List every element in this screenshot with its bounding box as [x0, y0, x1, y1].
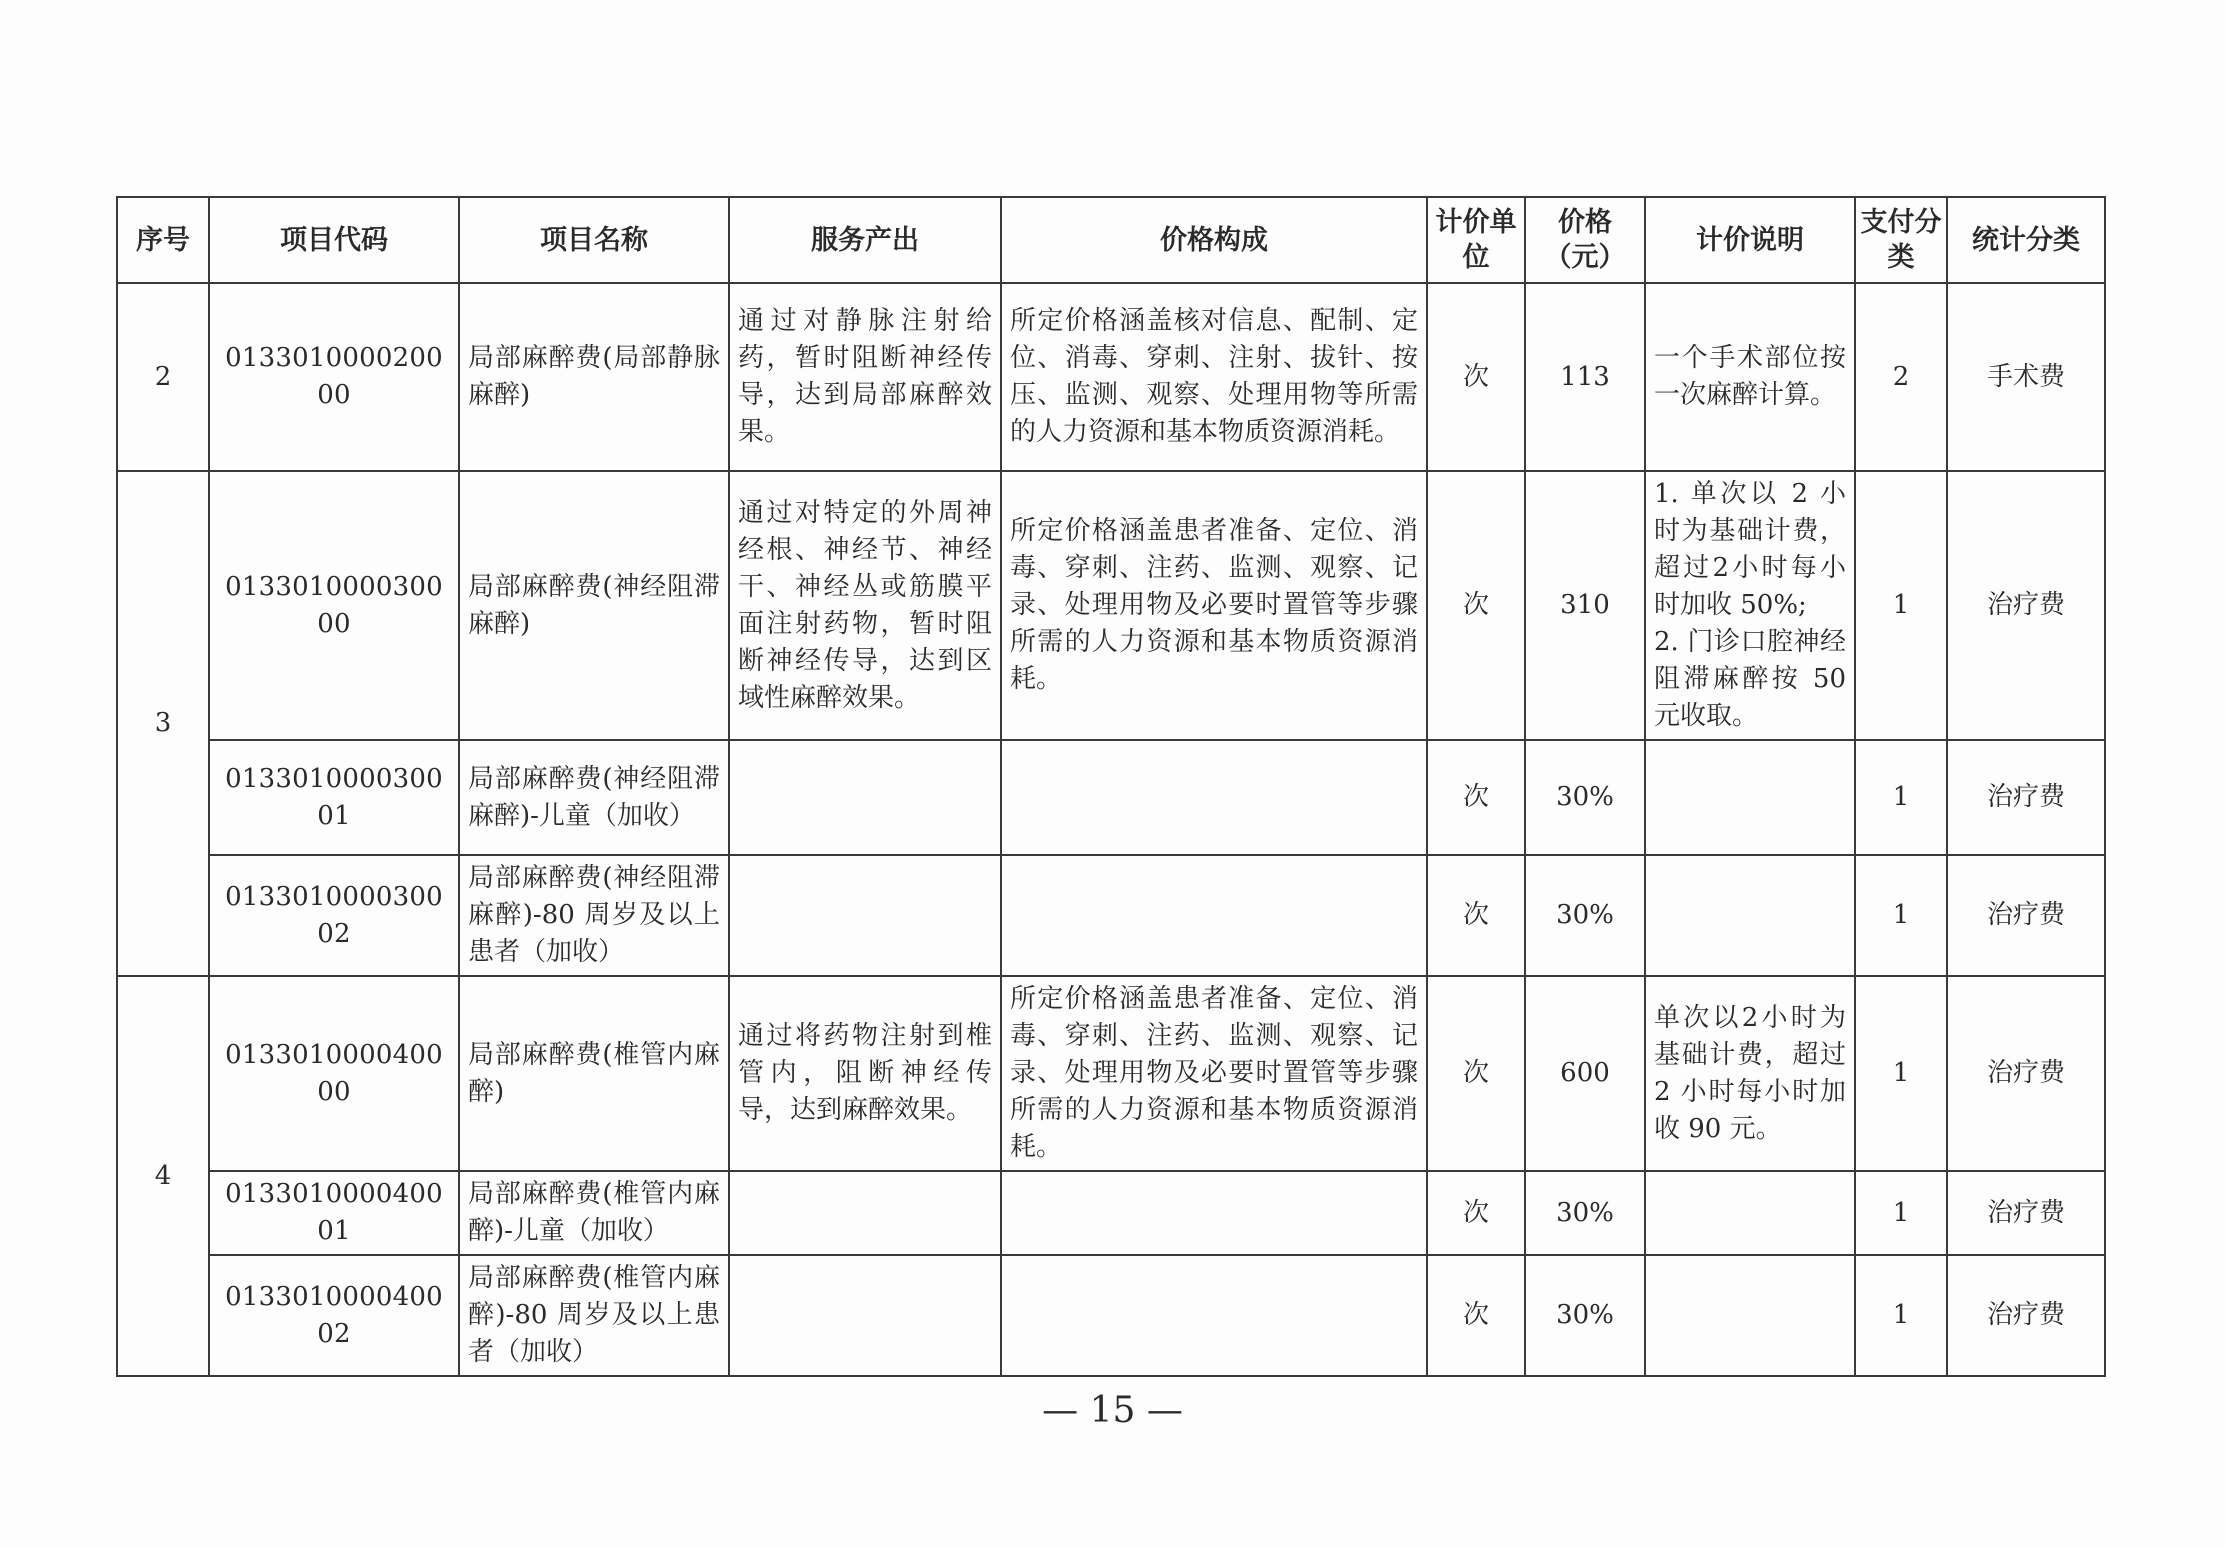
- note-cell: [1645, 471, 1855, 740]
- name-cell: 局部麻醉费(神经阻滞麻醉): [459, 471, 729, 740]
- composition-cell: [1001, 1171, 1427, 1255]
- composition-cell: 所定价格涵盖核对信息、配制、定位、消毒、穿刺、注射、拔针、按压、监测、观察、处理用物等所需的人力资源和基本物质资源消耗。: [1001, 283, 1427, 471]
- pay-cell: 1: [1855, 1171, 1947, 1255]
- stat-cell: 治疗费: [1947, 1255, 2105, 1376]
- output-cell: [729, 855, 1001, 976]
- price-cell: 30%: [1525, 1255, 1645, 1376]
- code-cell: 013301000030002: [209, 855, 459, 976]
- table-row: [117, 1171, 2105, 1255]
- header-composition: 价格构成: [1001, 197, 1427, 283]
- table-row: [117, 1255, 2105, 1376]
- header-pay: 支付分类: [1855, 197, 1947, 283]
- code-cell: 013301000040001: [209, 1171, 459, 1255]
- price-cell: 310: [1525, 471, 1645, 740]
- pay-cell: 1: [1855, 1255, 1947, 1376]
- header-unit: 计价单位: [1427, 197, 1525, 283]
- code-cell: 013301000040002: [209, 1255, 459, 1376]
- stat-cell: 治疗费: [1947, 740, 2105, 855]
- name-cell: 局部麻醉费(椎管内麻醉): [459, 976, 729, 1171]
- pay-cell: 1: [1855, 976, 1947, 1171]
- table-row: [117, 976, 2105, 1171]
- note-cell: [1645, 1255, 1855, 1376]
- output-cell: [729, 1171, 1001, 1255]
- seq-cell: 2: [117, 283, 209, 471]
- output-cell: [729, 1255, 1001, 1376]
- table-row: [117, 471, 2105, 740]
- price-cell: 113: [1525, 283, 1645, 471]
- stat-cell: 治疗费: [1947, 976, 2105, 1171]
- table-header-row: [117, 197, 2105, 283]
- header-name: 项目名称: [459, 197, 729, 283]
- code-cell: 013301000020000: [209, 283, 459, 471]
- header-seq: 序号: [117, 197, 209, 283]
- unit-cell: 次: [1427, 1255, 1525, 1376]
- unit-cell: 次: [1427, 1171, 1525, 1255]
- header-stat: 统计分类: [1947, 197, 2105, 283]
- stat-cell: 治疗费: [1947, 855, 2105, 976]
- code-cell: 013301000030001: [209, 740, 459, 855]
- note-cell: [1645, 740, 1855, 855]
- note-cell: 一个手术部位按一次麻醉计算。: [1645, 283, 1855, 471]
- output-cell: [729, 740, 1001, 855]
- composition-cell: [1001, 855, 1427, 976]
- note-cell: [1645, 855, 1855, 976]
- stat-cell: 治疗费: [1947, 1171, 2105, 1255]
- composition-cell: [1001, 740, 1427, 855]
- header-code: 项目代码: [209, 197, 459, 283]
- code-cell: 013301000030000: [209, 471, 459, 740]
- name-cell: 局部麻醉费(神经阻滞麻醉)-儿童（加收）: [459, 740, 729, 855]
- unit-cell: 次: [1427, 471, 1525, 740]
- code-cell: 013301000040000: [209, 976, 459, 1171]
- name-cell: 局部麻醉费(椎管内麻醉)-80 周岁及以上患者（加收）: [459, 1255, 729, 1376]
- name-cell: 局部麻醉费(局部静脉麻醉): [459, 283, 729, 471]
- header-note: 计价说明: [1645, 197, 1855, 283]
- note-line-2: 2. 门诊口腔神经阻滞麻醉按 50 元收取。: [1654, 627, 1846, 731]
- pay-cell: 2: [1855, 283, 1947, 471]
- output-cell: 通过对静脉注射给药，暂时阻断神经传导，达到局部麻醉效果。: [729, 283, 1001, 471]
- pay-cell: 1: [1855, 471, 1947, 740]
- price-cell: 30%: [1525, 740, 1645, 855]
- unit-cell: 次: [1427, 976, 1525, 1171]
- pay-cell: 1: [1855, 740, 1947, 855]
- price-cell: 30%: [1525, 855, 1645, 976]
- name-cell: 局部麻醉费(椎管内麻醉)-儿童（加收）: [459, 1171, 729, 1255]
- unit-cell: 次: [1427, 855, 1525, 976]
- composition-cell: 所定价格涵盖患者准备、定位、消毒、穿刺、注药、监测、观察、记录、处理用物及必要时置管等步骤所需的人力资源和基本物质资源消耗。: [1001, 976, 1427, 1171]
- header-price: 价格（元）: [1525, 197, 1645, 283]
- unit-cell: 次: [1427, 740, 1525, 855]
- header-output: 服务产出: [729, 197, 1001, 283]
- seq-cell: 4: [117, 976, 209, 1376]
- output-cell: 通过对特定的外周神经根、神经节、神经干、神经丛或筋膜平面注射药物，暂时阻断神经传导，达到区域性麻醉效果。: [729, 471, 1001, 740]
- output-cell: 通过将药物注射到椎管内，阻断神经传导，达到麻醉效果。: [729, 976, 1001, 1171]
- page-number: — 15 —: [1042, 1390, 1183, 1431]
- price-cell: 30%: [1525, 1171, 1645, 1255]
- table-row: [117, 855, 2105, 976]
- note-cell: 单次以2小时为基础计费，超过 2 小时每小时加收 90 元。: [1645, 976, 1855, 1171]
- price-cell: 600: [1525, 976, 1645, 1171]
- composition-cell: 所定价格涵盖患者准备、定位、消毒、穿刺、注药、监测、观察、记录、处理用物及必要时置管等步骤所需的人力资源和基本物质资源消耗。: [1001, 471, 1427, 740]
- unit-cell: 次: [1427, 283, 1525, 471]
- table-row: [117, 740, 2105, 855]
- table-row: [117, 283, 2105, 471]
- note-line-1: 1. 单次以 2 小时为基础计费，超过2小时每小时加收 50%;: [1654, 479, 1846, 620]
- stat-cell: 治疗费: [1947, 471, 2105, 740]
- note-cell: [1645, 1171, 1855, 1255]
- stat-cell: 手术费: [1947, 283, 2105, 471]
- composition-cell: [1001, 1255, 1427, 1376]
- seq-cell: 3: [117, 471, 209, 976]
- price-table: [116, 196, 2106, 1377]
- pay-cell: 1: [1855, 855, 1947, 976]
- name-cell: 局部麻醉费(神经阻滞麻醉)-80 周岁及以上患者（加收）: [459, 855, 729, 976]
